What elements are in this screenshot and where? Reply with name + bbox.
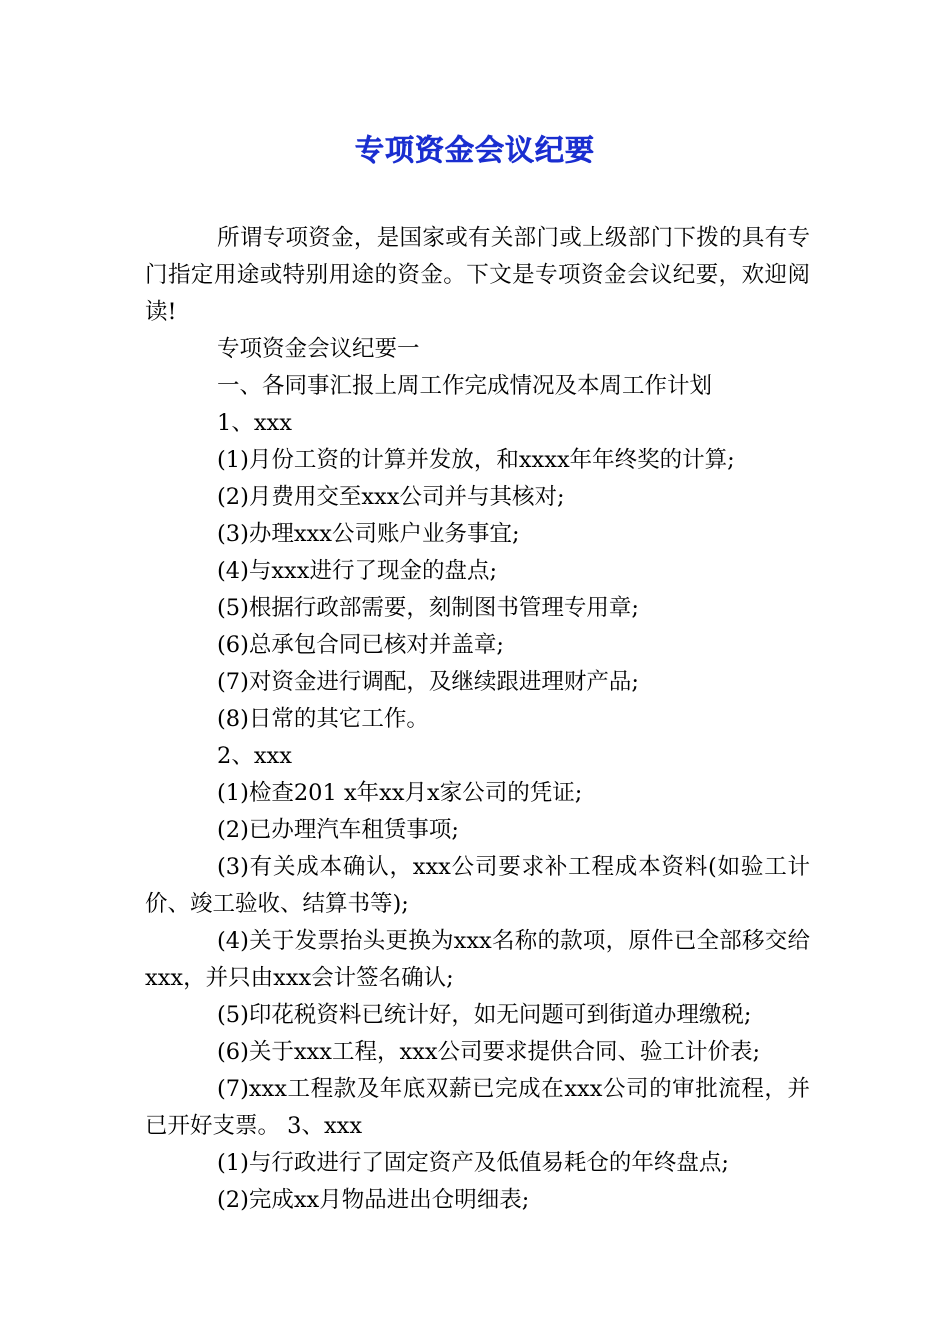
document-title: 专项资金会议纪要 [354,133,595,167]
person-heading: 1、xxx [217,410,292,436]
list-item: (3)办理xxx公司账户业务事宜; [217,521,520,547]
document-body [145,220,810,1219]
list-item: (6)总承包合同已核对并盖章; [217,632,504,658]
section-heading: 专项资金会议纪要一 [217,336,420,362]
list-item: (7)对资金进行调配，及继续跟进理财产品; [217,669,639,695]
list-item: (4)关于发票抬头更换为xxx名称的款项，原件已全部移交给xxx，并只由xxx会计签名确认; [145,928,810,991]
list-item: (1)检查201 x年xx月x家公司的凭证; [217,780,583,806]
list-item: (2)已办理汽车租赁事项; [217,817,459,843]
list-item: (1)月份工资的计算并发放，和xxxx年年终奖的计算; [217,447,735,473]
list-item: (2)月费用交至xxx公司并与其核对; [217,484,565,510]
intro-paragraph: 所谓专项资金，是国家或有关部门或上级部门下拨的具有专门指定用途或特别用途的资金。下文是专项资金会议纪要，欢迎阅读! [145,225,810,325]
list-item: (1)与行政进行了固定资产及低值易耗仓的年终盘点; [217,1150,729,1176]
list-item: (5)印花税资料已统计好，如无问题可到街道办理缴税; [217,1002,752,1028]
person-heading: 2、xxx [217,743,292,769]
list-item: (7)xxx工程款及年底双薪已完成在xxx公司的审批流程，并已开好支票。 3、xxx [145,1076,810,1139]
list-item: (5)根据行政部需要，刻制图书管理专用章; [217,595,639,621]
list-item: (6)关于xxx工程，xxx公司要求提供合同、验工计价表; [217,1039,761,1065]
list-item: (3)有关成本确认，xxx公司要求补工程成本资料(如验工计价、竣工验收、结算书等); [145,854,810,917]
list-item: (2)完成xx月物品进出仓明细表; [217,1187,530,1213]
agenda-item-heading: 一、各同事汇报上周工作完成情况及本周工作计划 [217,373,713,399]
list-item: (8)日常的其它工作。 [217,706,429,732]
list-item: (4)与xxx进行了现金的盘点; [217,558,498,584]
